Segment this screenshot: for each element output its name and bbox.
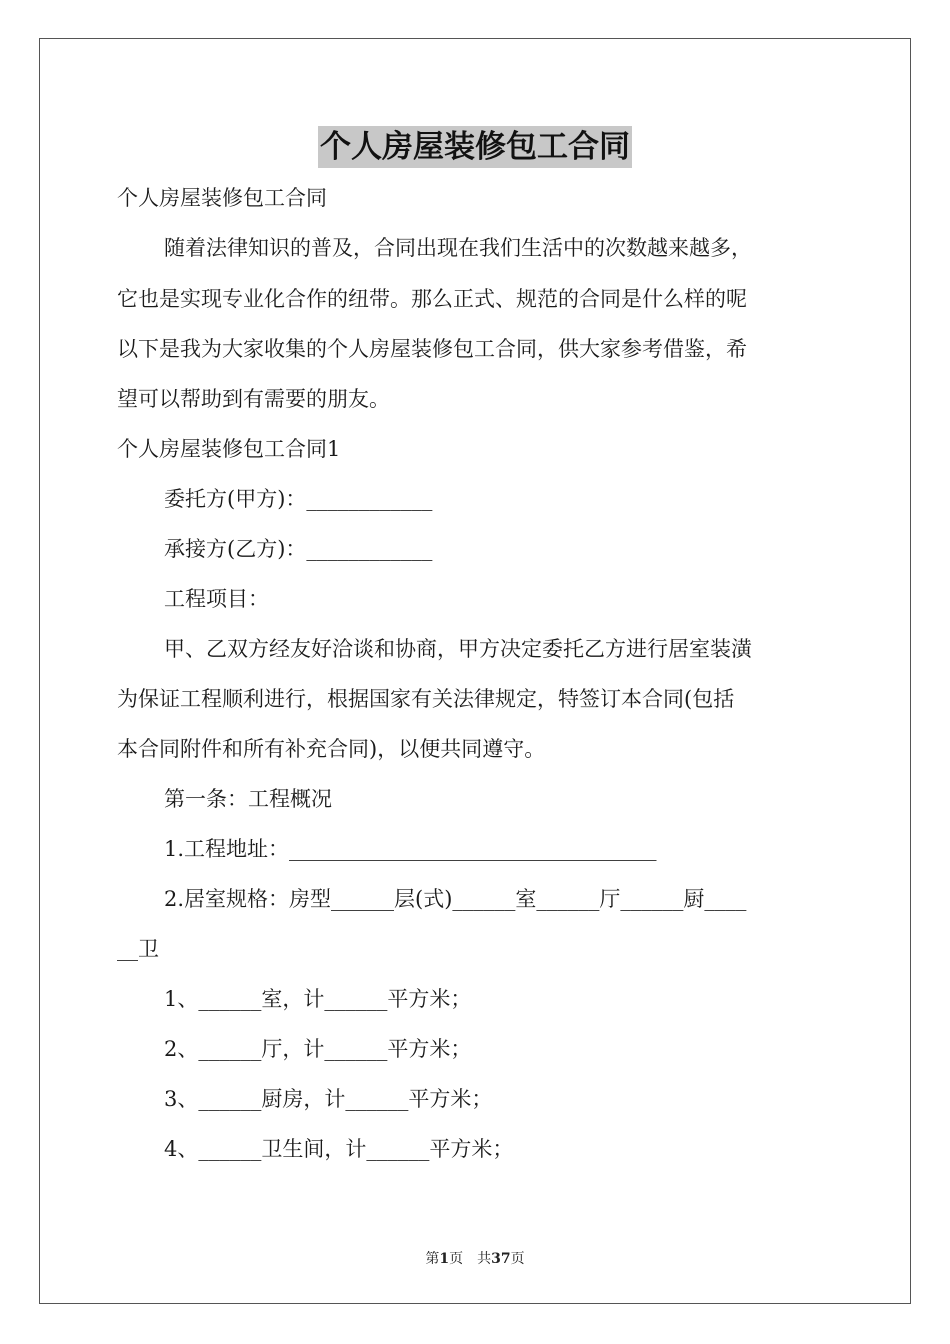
- room-item-1: 1、______室，计______平方米；: [164, 987, 472, 1011]
- total-suffix: 页: [510, 1251, 525, 1267]
- contract-heading: 个人房屋装修包工合同1: [117, 437, 341, 461]
- intro-line-1: 随着法律知识的普及，合同出现在我们生活中的次数越来越多，: [164, 236, 752, 260]
- total-pages: 37: [491, 1251, 511, 1267]
- page-suffix: 页: [449, 1251, 464, 1267]
- page-border: [39, 38, 911, 1304]
- agreement-line-2: 为保证工程顺利进行，根据国家有关法律规定，特签订本合同(包括: [117, 687, 735, 711]
- party-b-line: 承接方(乙方)：____________: [164, 537, 433, 561]
- room-item-4: 4、______卫生间，计______平方米；: [164, 1137, 514, 1161]
- project-line: 工程项目：: [164, 587, 269, 611]
- page-prefix: 第: [425, 1251, 440, 1267]
- page-number: 1: [439, 1251, 450, 1267]
- document-title: 个人房屋装修包工合同: [318, 126, 632, 168]
- subtitle-line: 个人房屋装修包工合同: [117, 186, 327, 210]
- title-container: [0, 126, 950, 168]
- article-one-heading: 第一条：工程概况: [164, 787, 332, 811]
- party-a-line: 委托方(甲方)：____________: [164, 487, 433, 511]
- room-spec-continued: __卫: [117, 937, 159, 961]
- agreement-line-3: 本合同附件和所有补充合同)，以便共同遵守。: [117, 737, 546, 761]
- address-line: 1.工程地址：___________________________________: [164, 837, 657, 861]
- page-footer: [0, 1248, 950, 1268]
- room-item-3: 3、______厨房，计______平方米；: [164, 1087, 493, 1111]
- intro-line-4: 望可以帮助到有需要的朋友。: [117, 387, 390, 411]
- agreement-line-1: 甲、乙双方经友好洽谈和协商，甲方决定委托乙方进行居室装潢: [164, 637, 752, 661]
- room-spec-line: 2.居室规格：房型______层(式)______室______厅______厨____: [164, 887, 747, 911]
- intro-line-3: 以下是我为大家收集的个人房屋装修包工合同，供大家参考借鉴，希: [117, 337, 747, 361]
- total-prefix: 共: [477, 1251, 492, 1267]
- room-item-2: 2、______厅，计______平方米；: [164, 1037, 472, 1061]
- intro-line-2: 它也是实现专业化合作的纽带。那么正式、规范的合同是什么样的呢: [117, 287, 747, 311]
